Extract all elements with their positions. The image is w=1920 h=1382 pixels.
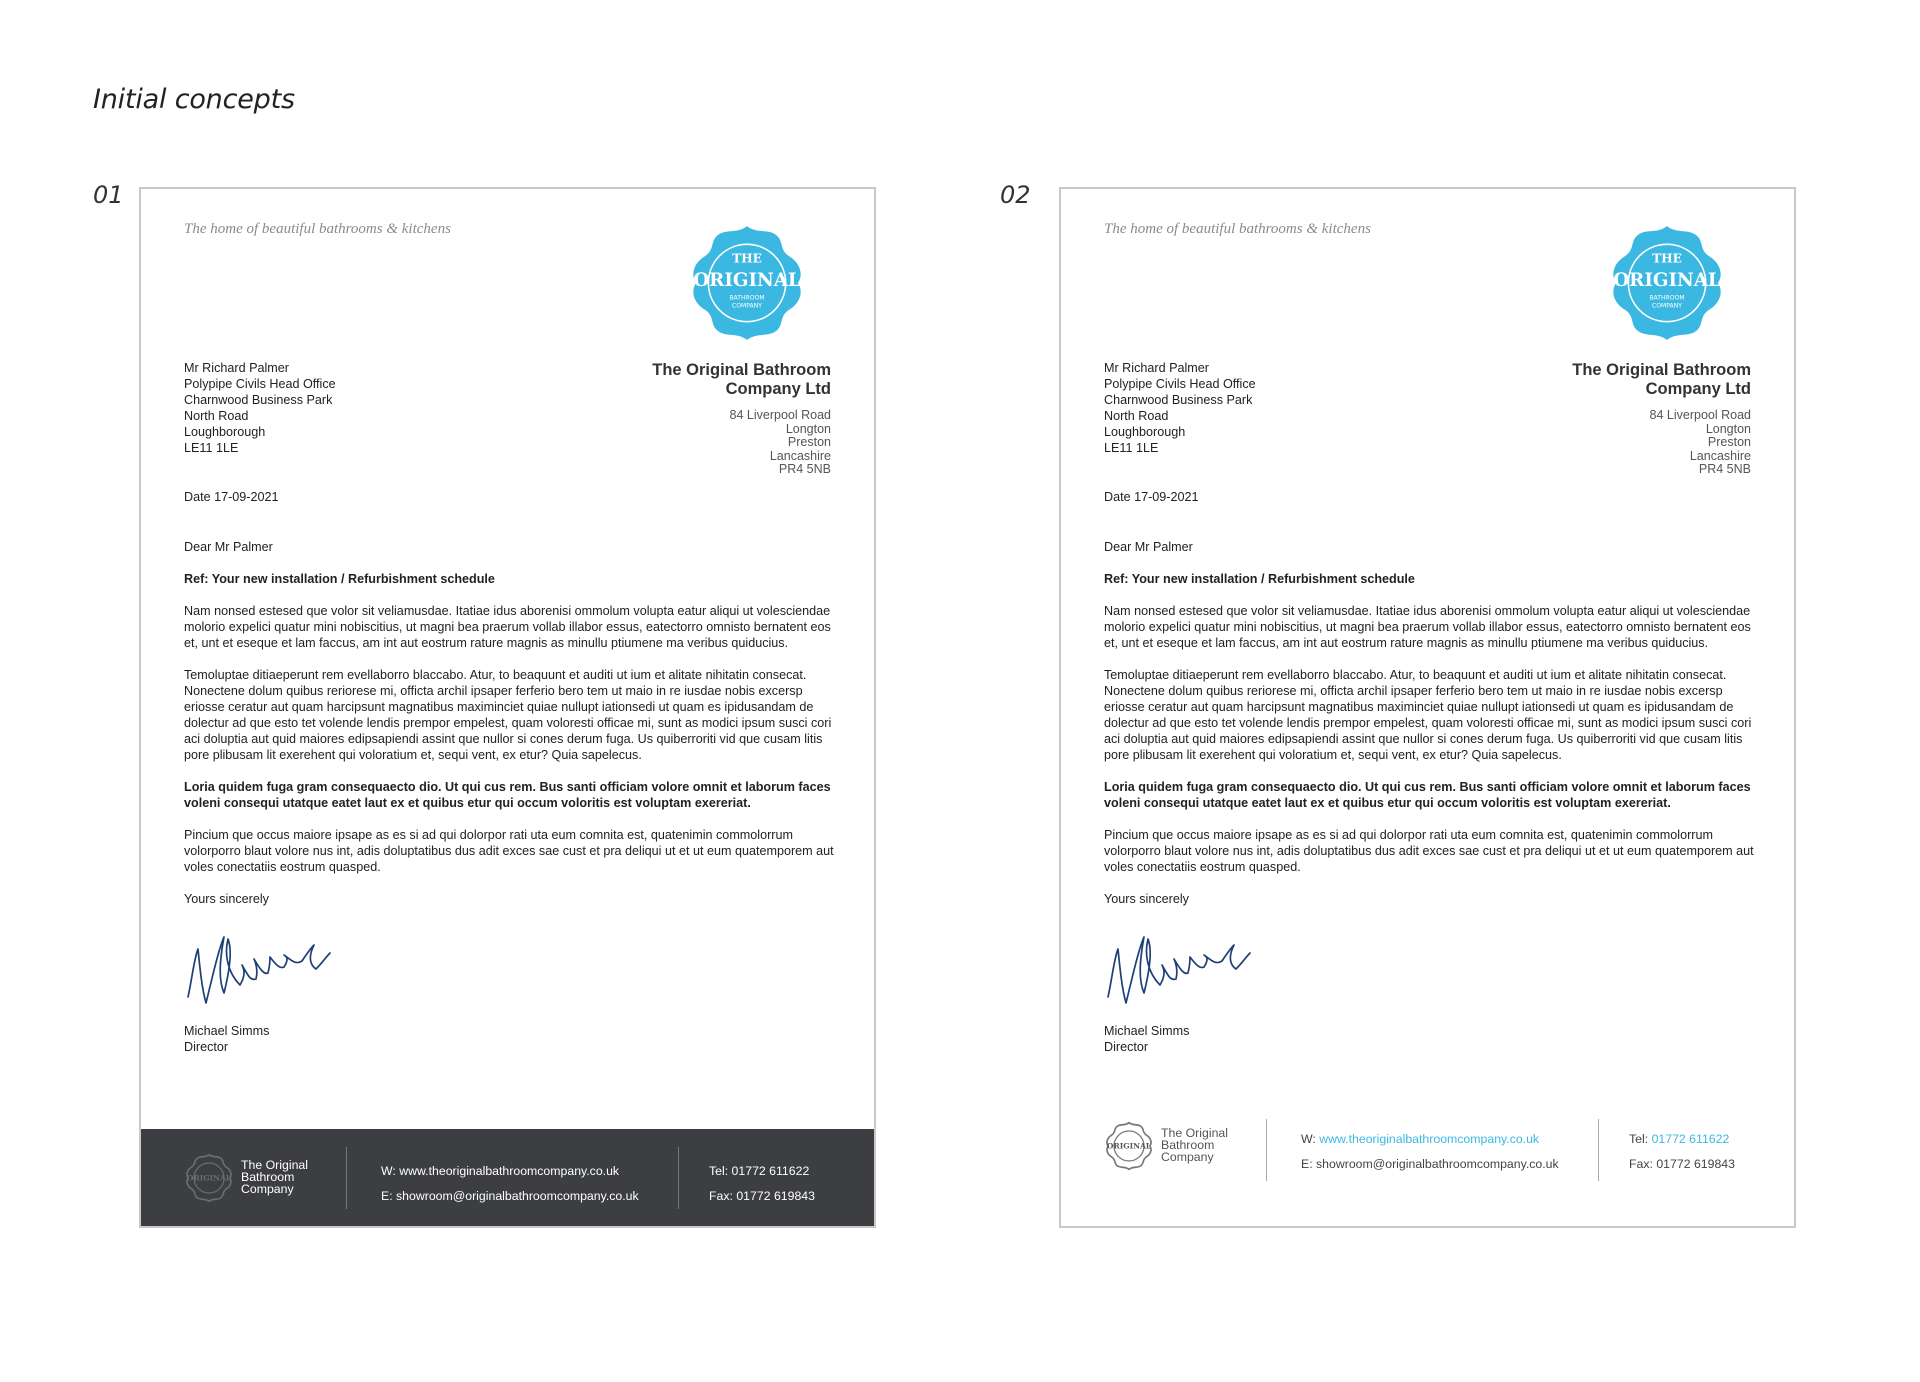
- logo-text-line1: THE: [1652, 251, 1682, 266]
- footer-website[interactable]: W: www.theoriginalbathroomcompany.co.uk: [1301, 1132, 1540, 1146]
- footer-email[interactable]: E: showroom@originalbathroomcompany.co.uk: [1301, 1157, 1559, 1171]
- footer-company-name: The Original Bathroom Company: [1161, 1126, 1228, 1164]
- letter-body: [1104, 360, 1754, 1055]
- logo-text-line4: COMPANY: [731, 302, 763, 310]
- paragraph-bold: Loria quidem fuga gram consequaecto dio. Ut qui cus rem. Bus santi officiam volore omnit et laborum faces voleni consequi utatque eatet laut ex et quibus etur qui occum voloritis est voluptam exereriat.: [1104, 780, 1751, 810]
- signer-block: [184, 1023, 834, 1055]
- footer-fax: Fax: 01772 619843: [709, 1189, 815, 1203]
- footer-contact-web: [381, 1159, 639, 1209]
- page-heading: Initial concepts: [93, 84, 295, 115]
- tagline: The home of beautiful bathrooms & kitchens: [1104, 221, 1371, 237]
- letter-body: [184, 360, 834, 1055]
- logo-text-line1: THE: [732, 251, 762, 266]
- paragraph: Temoluptae ditiaeperunt rem evellaborro blaccabo. Atur, to beaquunt et auditi ut ium et alitate nihitatin consecat. Nonectene dolum quibus reriorese mi, officta archil ipsaper ferferio bero tem ut maio in re iusdae nobis excersp eriosse ceratur aut quam harcipsunt magnatibus maximinciet quiae nullupt iationsedi ut quam es ipidusandam de dolectur ad que esto tet volende lendis prempor empelest, quam voloresti officae mi, sunt as modici ipsum susci cori aci doluptia aut quid maiores edipsapiendi assint que nullor si cones derum fuga. Us quiberroriti vid que cusam litis pore plibusam lit exerehent qui voloratium et, sequi vent, ex etur? Quia sapelecus.: [184, 668, 832, 762]
- footer-email[interactable]: E: showroom@originalbathroomcompany.co.uk: [381, 1189, 639, 1203]
- closing: Yours sincerely: [184, 892, 269, 906]
- signer-name: Michael Simms: [1104, 1024, 1190, 1038]
- signer-block: [1104, 1023, 1754, 1055]
- footer-light: [1061, 1113, 1794, 1226]
- tagline: The home of beautiful bathrooms & kitchens: [184, 221, 451, 237]
- company-address: 84 Liverpool Road Longton Preston Lancashire PR4 5NB: [729, 408, 831, 476]
- svg-text:ORIGINAL: ORIGINAL: [1106, 1141, 1152, 1151]
- paragraph-bold: Loria quidem fuga gram consequaecto dio. Ut qui cus rem. Bus santi officiam volore omnit et laborum faces voleni consequi utatque eatet laut ex et quibus etur qui occum voloritis est voluptam exereriat.: [184, 780, 831, 810]
- reference-line: Ref: Your new installation / Refurbishment schedule: [184, 572, 495, 586]
- letter-date: Date 17-09-2021: [184, 490, 279, 504]
- footer-divider: [1598, 1119, 1599, 1181]
- letterhead-concept-02: [1059, 187, 1796, 1228]
- paragraph: Nam nonsed estesed que volor sit veliamusdae. Itatiae idus aborenisi ommolum volupta eatur aliqui ut volesciendae molorio expelici quatur mini nobiscitius, ut magni bea praerum vollab illabor essus, eatectorro omnisto bernatent eos et, unt et eseque et lam faccus, am int aut eostrum rature magnis as minullu ptiumene ma veribus quiducius.: [1104, 604, 1751, 650]
- greeting: Dear Mr Palmer: [1104, 540, 1193, 554]
- paragraph: Pincium que occus maiore ipsape as es si ad qui dolorpor rati uta eum comnita est, quatenimin commolorrum volorporro blaut volore nus int, adis doluptatibus dus adit exces sae cust et pra deliqui ut et ut eum quatemporem aut voles conectatiis eostrum quasped.: [184, 828, 834, 874]
- company-logo: [686, 222, 808, 344]
- company-address: 84 Liverpool Road Longton Preston Lancashire PR4 5NB: [1649, 408, 1751, 476]
- letter-date: Date 17-09-2021: [1104, 490, 1199, 504]
- signer-title: Director: [1104, 1040, 1149, 1054]
- footer-website[interactable]: W: www.theoriginalbathroomcompany.co.uk: [381, 1164, 620, 1178]
- greeting: Dear Mr Palmer: [184, 540, 273, 554]
- signer-name: Michael Simms: [184, 1024, 270, 1038]
- reference-line: Ref: Your new installation / Refurbishment schedule: [1104, 572, 1415, 586]
- company-name: The Original Bathroom Company Ltd: [652, 361, 831, 398]
- footer-logo: [1104, 1121, 1154, 1171]
- recipient-address: Mr Richard Palmer Polypipe Civils Head Office Charnwood Business Park North Road Loughborough LE11 1LE: [184, 361, 336, 455]
- footer-divider: [678, 1147, 679, 1209]
- footer-tel: Tel: 01772 611622: [709, 1164, 810, 1178]
- paragraph: Pincium que occus maiore ipsape as es si ad qui dolorpor rati uta eum comnita est, quatenimin commolorrum volorporro blaut volore nus int, adis doluptatibus dus adit exces sae cust et pra deliqui ut et ut eum quatemporem aut voles conectatiis eostrum quasped.: [1104, 828, 1754, 874]
- paragraph: Temoluptae ditiaeperunt rem evellaborro blaccabo. Atur, to beaquunt et auditi ut ium et alitate nihitatin consecat. Nonectene dolum quibus reriorese mi, officta archil ipsaper ferferio bero tem ut maio in re iusdae nobis excersp eriosse ceratur aut quam harcipsunt magnatibus maximinciet quiae nullupt iationsedi ut quam es ipidusandam de dolectur ad que esto tet volende lendis prempor empelest, quam voloresti officae mi, sunt as modici ipsum susci cori aci doluptia aut quid maiores edipsapiendi assint que nullor si cones derum fuga. Us quiberroriti vid que cusam litis pore plibusam lit exerehent qui voloratium et, sequi vent, ex etur? Quia sapelecus.: [1104, 668, 1752, 762]
- footer-contact-phone: [709, 1159, 815, 1209]
- logo-text-line2: ORIGINAL: [1613, 270, 1721, 292]
- logo-text-line2: ORIGINAL: [693, 270, 801, 292]
- signer-title: Director: [184, 1040, 229, 1054]
- logo-text-line3: BATHROOM: [729, 294, 765, 302]
- footer-tel: Tel: 01772 611622: [1629, 1132, 1730, 1146]
- closing: Yours sincerely: [1104, 892, 1189, 906]
- footer-fax: Fax: 01772 619843: [1629, 1157, 1735, 1171]
- company-logo: [1606, 222, 1728, 344]
- letterhead-concept-01: [139, 187, 876, 1228]
- signature-image: [184, 919, 334, 1009]
- footer-dark: [141, 1129, 874, 1226]
- logo-text-line3: BATHROOM: [1649, 294, 1685, 302]
- concept-number: 01: [93, 181, 124, 209]
- concept-number: 02: [1000, 181, 1031, 209]
- company-name: The Original Bathroom Company Ltd: [1572, 361, 1751, 398]
- svg-text:ORIGINAL: ORIGINAL: [186, 1173, 232, 1183]
- recipient-address: Mr Richard Palmer Polypipe Civils Head Office Charnwood Business Park North Road Loughborough LE11 1LE: [1104, 361, 1256, 455]
- logo-text-line4: COMPANY: [1651, 302, 1683, 310]
- paragraph: Nam nonsed estesed que volor sit veliamusdae. Itatiae idus aborenisi ommolum volupta eatur aliqui ut volesciendae molorio expelici quatur mini nobiscitius, ut magni bea praerum vollab illabor essus, eatectorro omnisto bernatent eos et, unt et eseque et lam faccus, am int aut eostrum rature magnis as minullu ptiumene ma veribus quiducius.: [184, 604, 831, 650]
- footer-contact-web: [1301, 1127, 1559, 1177]
- footer-contact-phone: [1629, 1127, 1735, 1177]
- footer-divider: [346, 1147, 347, 1209]
- footer-company-name: The Original Bathroom Company: [241, 1158, 308, 1196]
- footer-logo: [184, 1153, 234, 1203]
- signature-image: [1104, 919, 1254, 1009]
- footer-divider: [1266, 1119, 1267, 1181]
